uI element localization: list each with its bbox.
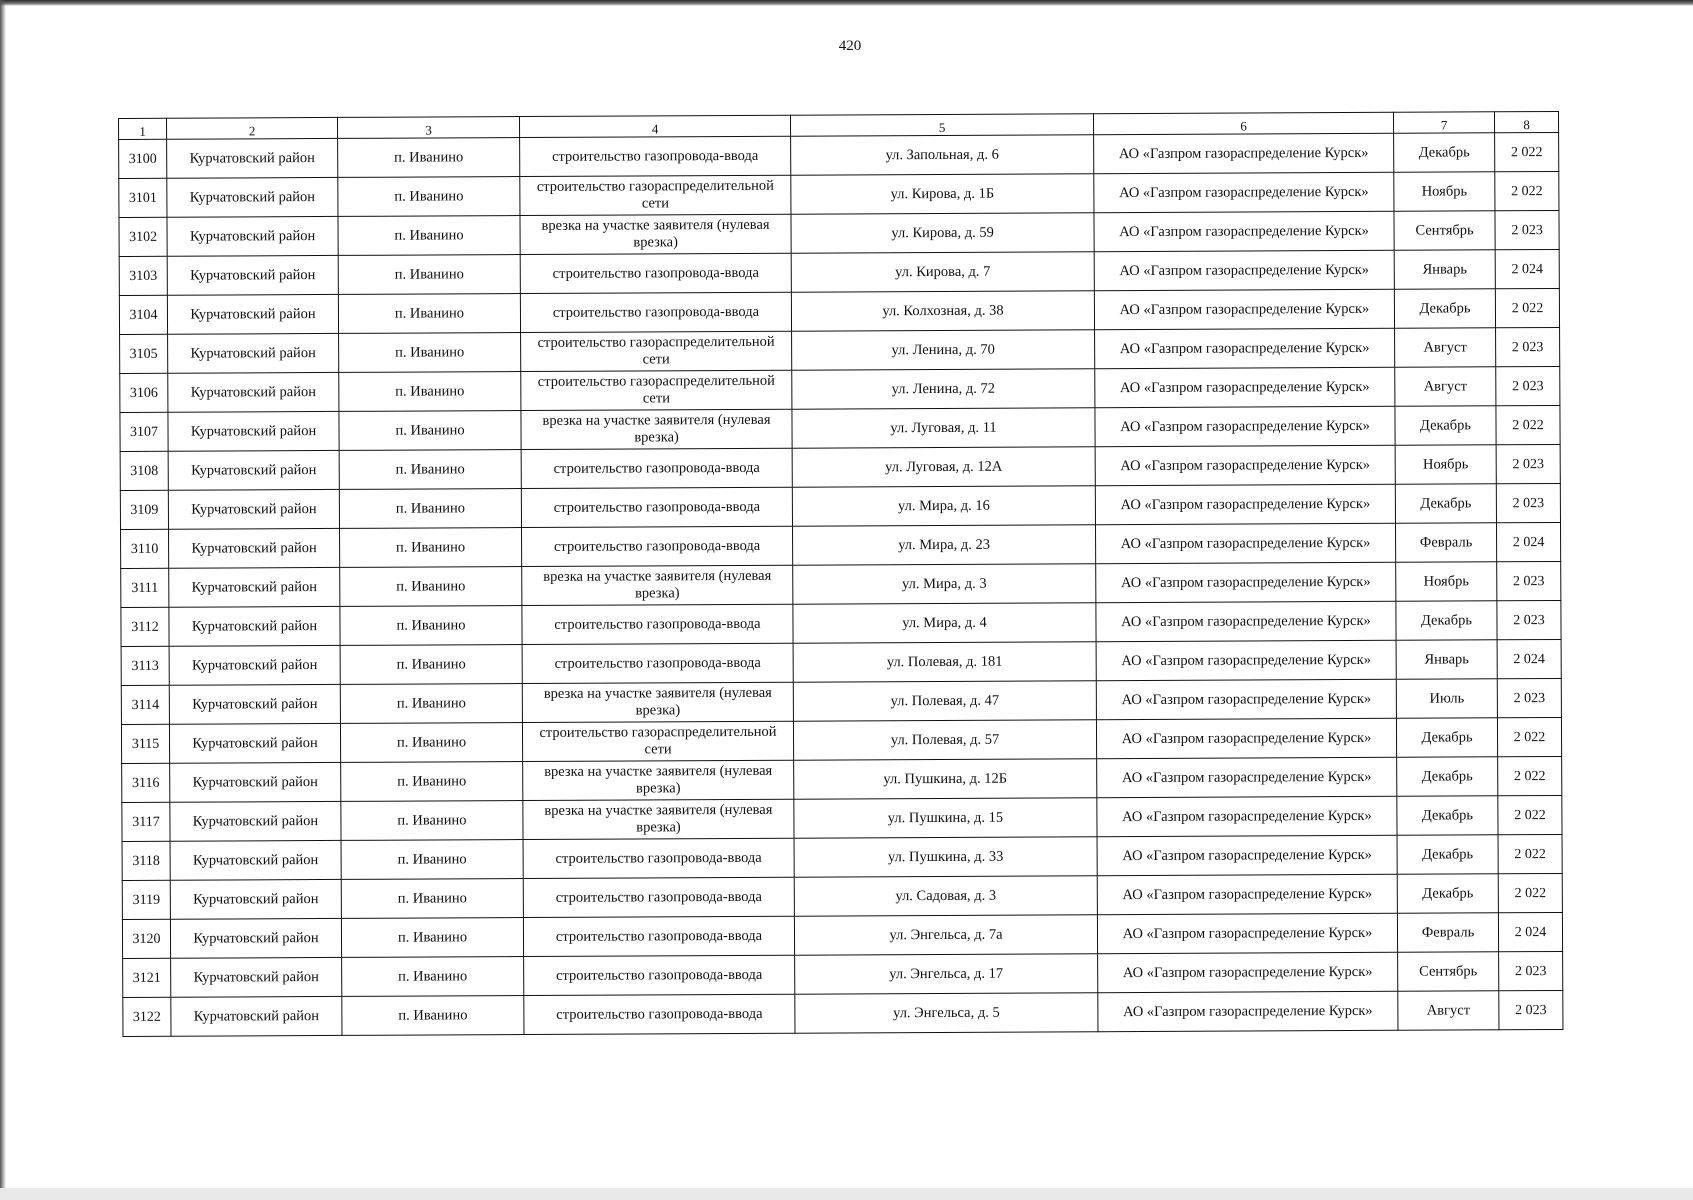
district-cell: Курчатовский район — [170, 801, 341, 841]
month-cell: Декабрь — [1396, 601, 1497, 640]
settlement-cell: п. Иванино — [340, 723, 522, 763]
month-cell: Ноябрь — [1394, 172, 1495, 211]
address-cell: ул. Пушкина, д. 33 — [794, 837, 1097, 877]
settlement-cell: п. Иванино — [340, 528, 522, 568]
work-type-cell: строительство газопровода-ввода — [521, 487, 792, 527]
work-type-cell: строительство газораспределительной сети — [521, 331, 792, 371]
row-number: 3111 — [121, 568, 169, 607]
year-cell: 2 022 — [1498, 756, 1562, 795]
row-number: 3105 — [120, 334, 168, 373]
settlement-cell: п. Иванино — [340, 645, 522, 685]
work-type-cell: строительство газопровода-ввода — [524, 955, 795, 995]
address-cell: ул. Энгельса, д. 17 — [795, 954, 1098, 994]
district-cell: Курчатовский район — [167, 216, 338, 256]
district-cell: Курчатовский район — [167, 138, 338, 178]
organization-cell: АО «Газпром газораспределение Курск» — [1097, 835, 1397, 875]
month-cell: Декабрь — [1397, 796, 1498, 835]
year-cell: 2 023 — [1495, 210, 1559, 249]
work-type-cell: врезка на участке заявителя (нулевая врезка) — [520, 214, 791, 254]
settlement-cell: п. Иванино — [341, 918, 523, 958]
row-number: 3102 — [119, 217, 167, 256]
year-cell: 2 022 — [1498, 834, 1562, 873]
page-number: 420 — [838, 38, 862, 54]
row-number: 3121 — [123, 958, 171, 997]
settlement-cell: п. Иванино — [338, 138, 520, 178]
organization-cell: АО «Газпром газораспределение Курск» — [1096, 679, 1396, 719]
row-number: 3108 — [120, 451, 168, 490]
row-number: 3100 — [119, 139, 167, 178]
month-cell: Декабрь — [1397, 874, 1498, 913]
address-cell: ул. Полевая, д. 181 — [793, 642, 1096, 682]
organization-cell: АО «Газпром газораспределение Курск» — [1094, 250, 1394, 290]
settlement-cell: п. Иванино — [342, 996, 524, 1036]
address-cell: ул. Мира, д. 16 — [792, 486, 1095, 526]
settlement-cell: п. Иванино — [338, 294, 520, 334]
work-type-cell: строительство газораспределительной сети — [522, 721, 793, 761]
district-cell: Курчатовский район — [169, 723, 340, 763]
district-cell: Курчатовский район — [167, 294, 338, 334]
address-cell: ул. Мира, д. 3 — [793, 564, 1096, 604]
scan-top-edge — [0, 0, 1693, 6]
column-header: 6 — [1093, 112, 1393, 134]
district-cell: Курчатовский район — [168, 333, 339, 373]
column-header: 1 — [119, 118, 167, 139]
settlement-cell: п. Иванино — [339, 450, 521, 490]
district-cell: Курчатовский район — [168, 411, 339, 451]
year-cell: 2 023 — [1497, 561, 1561, 600]
organization-cell: АО «Газпром газораспределение Курск» — [1096, 718, 1396, 758]
work-type-cell: врезка на участке заявителя (нулевая врезка) — [521, 409, 792, 449]
registry-table — [118, 111, 1563, 1037]
table-row — [123, 990, 1563, 1036]
organization-cell: АО «Газпром газораспределение Курск» — [1095, 328, 1395, 368]
settlement-cell: п. Иванино — [340, 684, 522, 724]
settlement-cell: п. Иванино — [341, 879, 523, 919]
district-cell: Курчатовский район — [168, 489, 339, 529]
year-cell: 2 022 — [1495, 171, 1559, 210]
month-cell: Январь — [1396, 640, 1497, 679]
month-cell: Сентябрь — [1398, 952, 1499, 991]
work-type-cell: строительство газораспределительной сети — [521, 370, 792, 410]
column-header: 2 — [167, 117, 338, 139]
year-cell: 2 022 — [1498, 873, 1562, 912]
address-cell: ул. Полевая, д. 57 — [793, 720, 1096, 760]
address-cell: ул. Пушкина, д. 12Б — [794, 759, 1097, 799]
work-type-cell: строительство газопровода-ввода — [520, 136, 791, 176]
work-type-cell: строительство газопровода-ввода — [522, 526, 793, 566]
year-cell: 2 024 — [1496, 522, 1560, 561]
district-cell: Курчатовский район — [168, 450, 339, 490]
row-number: 3110 — [121, 529, 169, 568]
year-cell: 2 023 — [1499, 990, 1563, 1029]
district-cell: Курчатовский район — [170, 918, 341, 958]
year-cell: 2 023 — [1496, 366, 1560, 405]
row-number: 3103 — [119, 256, 167, 295]
organization-cell: АО «Газпром газораспределение Курск» — [1094, 289, 1394, 329]
month-cell: Декабрь — [1396, 718, 1497, 757]
row-number: 3109 — [120, 490, 168, 529]
address-cell: ул. Пушкина, д. 15 — [794, 798, 1097, 838]
work-type-cell: строительство газопровода-ввода — [522, 643, 793, 683]
organization-cell: АО «Газпром газораспределение Курск» — [1094, 133, 1394, 173]
month-cell: Январь — [1394, 250, 1495, 289]
settlement-cell: п. Иванино — [341, 762, 523, 802]
district-cell: Курчатовский район — [169, 684, 340, 724]
organization-cell: АО «Газпром газораспределение Курск» — [1097, 796, 1397, 836]
organization-cell: АО «Газпром газораспределение Курск» — [1098, 952, 1398, 992]
month-cell: Декабрь — [1395, 406, 1496, 445]
organization-cell: АО «Газпром газораспределение Курск» — [1095, 523, 1395, 563]
work-type-cell: строительство газопровода-ввода — [520, 253, 791, 293]
row-number: 3107 — [120, 412, 168, 451]
year-cell: 2 022 — [1495, 288, 1559, 327]
year-cell: 2 023 — [1496, 483, 1560, 522]
row-number: 3122 — [123, 997, 171, 1036]
address-cell: ул. Кирова, д. 59 — [791, 213, 1094, 253]
year-cell: 2 022 — [1498, 795, 1562, 834]
work-type-cell: строительство газопровода-ввода — [520, 292, 791, 332]
month-cell: Август — [1398, 991, 1499, 1030]
year-cell: 2 024 — [1498, 912, 1562, 951]
settlement-cell: п. Иванино — [338, 255, 520, 295]
row-number: 3114 — [121, 685, 169, 724]
address-cell: ул. Ленина, д. 72 — [792, 369, 1095, 409]
work-type-cell: врезка на участке заявителя (нулевая врезка) — [522, 682, 793, 722]
month-cell: Декабрь — [1394, 289, 1495, 328]
year-cell: 2 022 — [1497, 717, 1561, 756]
district-cell: Курчатовский район — [171, 996, 342, 1036]
address-cell: ул. Запольная, д. 6 — [791, 135, 1094, 175]
address-cell: ул. Кирова, д. 1Б — [791, 174, 1094, 214]
work-type-cell: строительство газопровода-ввода — [522, 604, 793, 644]
year-cell: 2 024 — [1495, 249, 1559, 288]
row-number: 3106 — [120, 373, 168, 412]
address-cell: ул. Мира, д. 23 — [793, 525, 1096, 565]
organization-cell: АО «Газпром газораспределение Курск» — [1095, 445, 1395, 485]
row-number: 3119 — [122, 880, 170, 919]
row-number: 3116 — [122, 763, 170, 802]
month-cell: Ноябрь — [1396, 562, 1497, 601]
work-type-cell: строительство газопровода-ввода — [521, 448, 792, 488]
organization-cell: АО «Газпром газораспределение Курск» — [1097, 913, 1397, 953]
settlement-cell: п. Иванино — [340, 567, 522, 607]
year-cell: 2 023 — [1497, 600, 1561, 639]
address-cell: ул. Колхозная, д. 38 — [791, 291, 1094, 331]
scan-bottom-edge — [0, 1188, 1693, 1200]
month-cell: Ноябрь — [1395, 445, 1496, 484]
district-cell: Курчатовский район — [171, 957, 342, 997]
address-cell: ул. Полевая, д. 47 — [793, 681, 1096, 721]
settlement-cell: п. Иванино — [341, 840, 523, 880]
month-cell: Сентябрь — [1394, 211, 1495, 250]
settlement-cell: п. Иванино — [338, 177, 520, 217]
row-number: 3112 — [121, 607, 169, 646]
month-cell: Июль — [1396, 679, 1497, 718]
address-cell: ул. Садовая, д. 3 — [794, 876, 1097, 916]
work-type-cell: строительство газопровода-ввода — [523, 877, 794, 917]
settlement-cell: п. Иванино — [339, 372, 521, 412]
month-cell: Февраль — [1397, 913, 1498, 952]
work-type-cell: врезка на участке заявителя (нулевая врезка) — [522, 565, 793, 605]
row-number: 3118 — [122, 841, 170, 880]
organization-cell: АО «Газпром газораспределение Курск» — [1096, 640, 1396, 680]
organization-cell: АО «Газпром газораспределение Курск» — [1097, 757, 1397, 797]
work-type-cell: строительство газораспределительной сети — [520, 175, 791, 215]
year-cell: 2 024 — [1497, 639, 1561, 678]
year-cell: 2 022 — [1495, 132, 1559, 171]
row-number: 3104 — [119, 295, 167, 334]
district-cell: Курчатовский район — [170, 879, 341, 919]
year-cell: 2 023 — [1499, 951, 1563, 990]
year-cell: 2 023 — [1496, 444, 1560, 483]
month-cell: Август — [1395, 328, 1496, 367]
year-cell: 2 022 — [1496, 405, 1560, 444]
year-cell: 2 023 — [1496, 327, 1560, 366]
organization-cell: АО «Газпром газораспределение Курск» — [1098, 991, 1398, 1031]
column-header: 7 — [1393, 112, 1494, 133]
district-cell: Курчатовский район — [169, 528, 340, 568]
row-number: 3101 — [119, 178, 167, 217]
work-type-cell: строительство газопровода-ввода — [524, 994, 795, 1034]
organization-cell: АО «Газпром газораспределение Курск» — [1095, 484, 1395, 524]
address-cell: ул. Энгельса, д. 7а — [794, 915, 1097, 955]
row-number: 3117 — [122, 802, 170, 841]
address-cell: ул. Кирова, д. 7 — [791, 252, 1094, 292]
address-cell: ул. Мира, д. 4 — [793, 603, 1096, 643]
settlement-cell: п. Иванино — [339, 489, 521, 529]
district-cell: Курчатовский район — [167, 255, 338, 295]
organization-cell: АО «Газпром газораспределение Курск» — [1094, 172, 1394, 212]
column-header: 3 — [337, 117, 519, 139]
address-cell: ул. Луговая, д. 12А — [792, 447, 1095, 487]
settlement-cell: п. Иванино — [339, 333, 521, 373]
work-type-cell: строительство газопровода-ввода — [523, 838, 794, 878]
organization-cell: АО «Газпром газораспределение Курск» — [1096, 601, 1396, 641]
row-number: 3115 — [121, 724, 169, 763]
column-header: 5 — [790, 114, 1093, 136]
year-cell: 2 023 — [1497, 678, 1561, 717]
district-cell: Курчатовский район — [169, 645, 340, 685]
district-cell: Курчатовский район — [169, 606, 340, 646]
address-cell: ул. Луговая, д. 11 — [792, 408, 1095, 448]
organization-cell: АО «Газпром газораспределение Курск» — [1096, 562, 1396, 602]
column-header: 8 — [1494, 111, 1558, 132]
work-type-cell: врезка на участке заявителя (нулевая врезка) — [523, 760, 794, 800]
work-type-cell: строительство газопровода-ввода — [523, 916, 794, 956]
month-cell: Август — [1395, 367, 1496, 406]
settlement-cell: п. Иванино — [338, 216, 520, 256]
work-type-cell: врезка на участке заявителя (нулевая врезка) — [523, 799, 794, 839]
organization-cell: АО «Газпром газораспределение Курск» — [1094, 211, 1394, 251]
column-header: 4 — [519, 115, 790, 137]
organization-cell: АО «Газпром газораспределение Курск» — [1097, 874, 1397, 914]
month-cell: Декабрь — [1394, 133, 1495, 172]
district-cell: Курчатовский район — [170, 762, 341, 802]
district-cell: Курчатовский район — [169, 567, 340, 607]
organization-cell: АО «Газпром газораспределение Курск» — [1095, 406, 1395, 446]
address-cell: ул. Ленина, д. 70 — [792, 330, 1095, 370]
row-number: 3113 — [121, 646, 169, 685]
district-cell: Курчатовский район — [168, 372, 339, 412]
month-cell: Декабрь — [1397, 757, 1498, 796]
row-number: 3120 — [122, 919, 170, 958]
month-cell: Февраль — [1395, 523, 1496, 562]
settlement-cell: п. Иванино — [340, 606, 522, 646]
district-cell: Курчатовский район — [167, 177, 338, 217]
month-cell: Декабрь — [1395, 484, 1496, 523]
address-cell: ул. Энгельса, д. 5 — [795, 993, 1098, 1033]
month-cell: Декабрь — [1397, 835, 1498, 874]
scan-left-edge — [0, 0, 6, 1200]
settlement-cell: п. Иванино — [342, 957, 524, 997]
settlement-cell: п. Иванино — [341, 801, 523, 841]
organization-cell: АО «Газпром газораспределение Курск» — [1095, 367, 1395, 407]
settlement-cell: п. Иванино — [339, 411, 521, 451]
district-cell: Курчатовский район — [170, 840, 341, 880]
